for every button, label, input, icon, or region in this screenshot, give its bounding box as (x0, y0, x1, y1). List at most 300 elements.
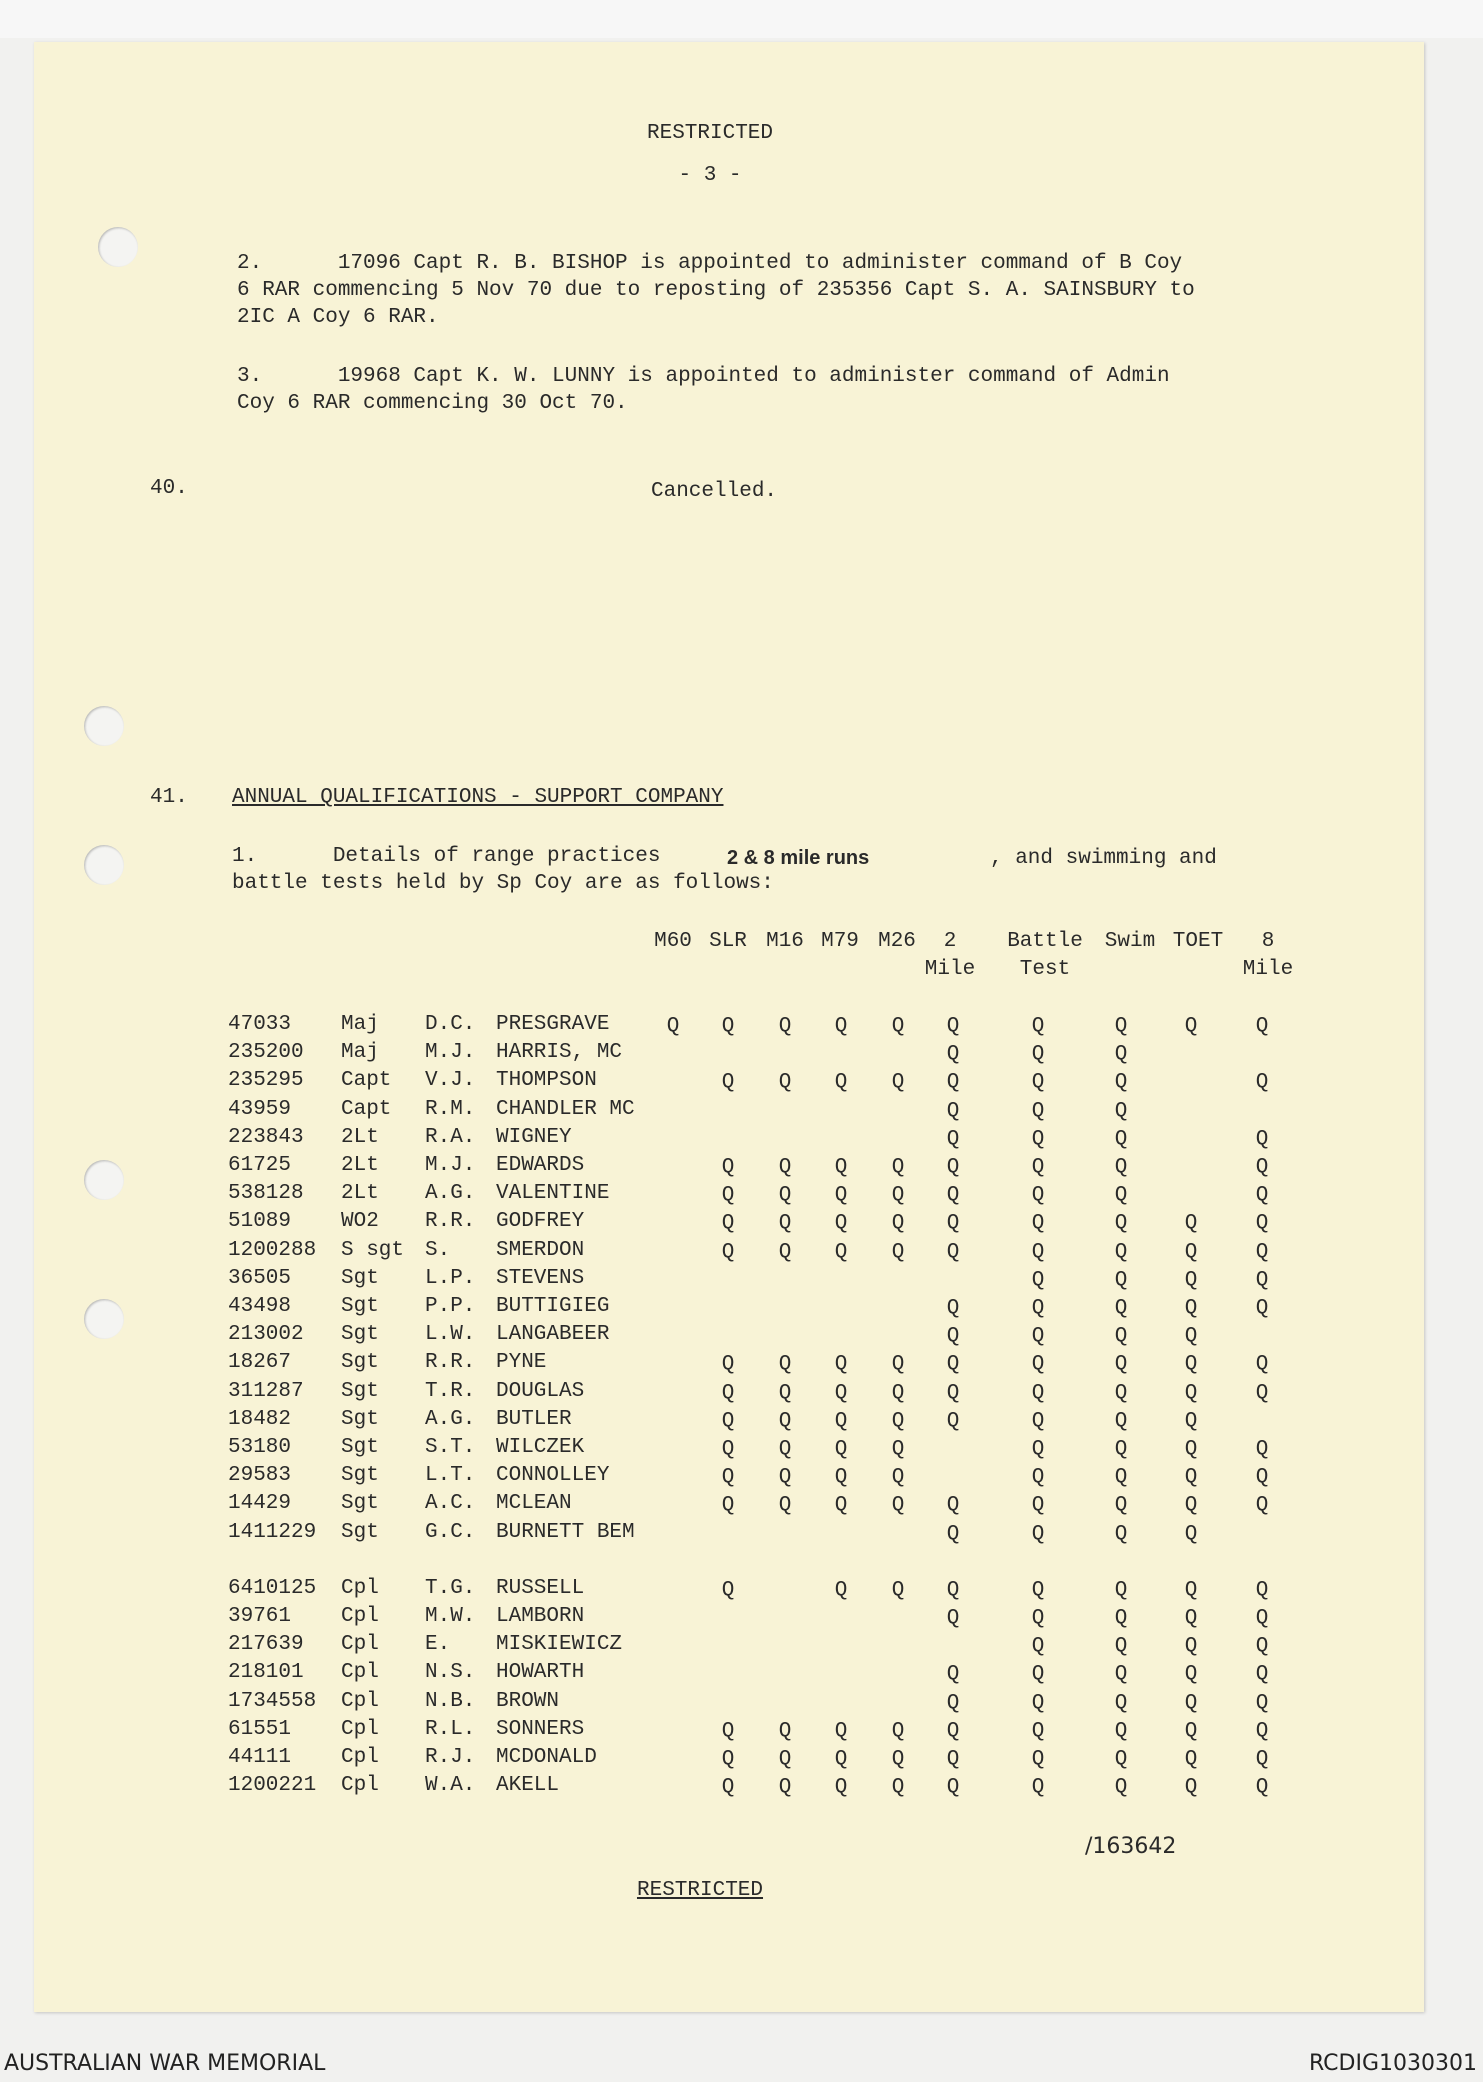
qualification-mark: Q (1184, 1240, 1198, 1264)
qualification-mark: Q (946, 1494, 960, 1518)
row-rank: Sgt (341, 1295, 379, 1318)
qualification-mark: Q (946, 1719, 960, 1743)
row-surname: BUTTIGIEG (496, 1295, 610, 1318)
qualification-mark: Q (1031, 1409, 1045, 1433)
qualification-mark: Q (891, 1438, 905, 1461)
row-rank: Capt (341, 1069, 392, 1093)
qualification-mark: Q (834, 1578, 848, 1602)
qualification-mark: Q (1114, 1522, 1128, 1546)
row-initials: D.C. (425, 1013, 476, 1036)
column-header: M79 (821, 930, 859, 953)
qualification-mark: Q (1114, 1043, 1128, 1067)
qualification-mark: Q (1184, 1776, 1198, 1800)
row-rank: Cpl (341, 1689, 379, 1713)
row-initials: A.C. (425, 1492, 476, 1516)
qualification-mark: Q (778, 1184, 792, 1208)
row-initials: S. (425, 1238, 451, 1262)
qualification-mark: Q (1114, 1127, 1128, 1151)
paragraph-3-line-1: 3. 19968 Capt K. W. LUNNY is appointed to administer command of Admin (237, 365, 1170, 388)
row-initials: M.J. (425, 1041, 476, 1065)
qualification-mark: Q (778, 1494, 792, 1518)
qualification-mark: Q (1255, 1353, 1269, 1377)
qualification-mark: Q (1255, 1127, 1269, 1151)
row-rank: Sgt (341, 1351, 379, 1375)
qualification-mark: Q (1184, 1015, 1198, 1038)
paragraph-2-line-3: 2IC A Coy 6 RAR. (237, 306, 439, 329)
qualification-mark: Q (1114, 1466, 1128, 1490)
row-service-number: 39761 (228, 1605, 292, 1628)
scan-top-strip (0, 0, 1483, 38)
row-initials: T.G. (425, 1576, 476, 1600)
row-rank: Cpl (341, 1633, 379, 1657)
qualification-mark: Q (1114, 1776, 1128, 1800)
row-surname: MCDONALD (496, 1746, 597, 1769)
punch-hole (98, 227, 138, 267)
qualification-mark: Q (946, 1156, 960, 1179)
qualification-mark: Q (834, 1438, 848, 1461)
qualification-mark: Q (1114, 1325, 1128, 1349)
qualification-mark: Q (778, 1015, 792, 1038)
qualification-mark: Q (834, 1494, 848, 1518)
row-initials: A.G. (425, 1407, 476, 1431)
qualification-mark: Q (721, 1719, 735, 1743)
row-rank: Sgt (341, 1323, 379, 1347)
qualification-mark: Q (1031, 1240, 1045, 1264)
row-initials: V.J. (425, 1069, 476, 1093)
qualification-mark: Q (946, 1043, 960, 1067)
qualification-mark: Q (1031, 1127, 1045, 1151)
qualification-mark: Q (778, 1409, 792, 1433)
row-surname: BURNETT BEM (496, 1520, 635, 1544)
qualification-mark: Q (778, 1719, 792, 1743)
qualification-mark: Q (778, 1240, 792, 1264)
row-service-number: 43959 (228, 1097, 292, 1121)
classification-header: RESTRICTED (646, 122, 774, 145)
qualification-mark: Q (891, 1381, 905, 1405)
qualification-mark: Q (834, 1409, 848, 1433)
qualification-mark: Q (1255, 1578, 1269, 1602)
row-service-number: 1200221 (228, 1774, 317, 1798)
row-surname: THOMPSON (496, 1069, 597, 1093)
qualification-mark: Q (1031, 1381, 1045, 1405)
row-rank: Capt (341, 1097, 392, 1121)
row-surname: STEVENS (496, 1266, 585, 1290)
qualification-mark: Q (1184, 1522, 1198, 1546)
qualification-mark: Q (1255, 1607, 1269, 1630)
paragraph-3-line-2: Coy 6 RAR commencing 30 Oct 70. (237, 392, 628, 415)
row-service-number: 6410125 (228, 1576, 317, 1600)
row-rank: Sgt (341, 1379, 379, 1403)
row-rank: Cpl (341, 1661, 379, 1685)
row-service-number: 235200 (228, 1041, 304, 1065)
row-service-number: 61551 (228, 1717, 292, 1741)
row-surname: LAMBORN (496, 1605, 585, 1628)
item-40-text: Cancelled. (651, 480, 778, 503)
row-initials: R.A. (425, 1125, 476, 1149)
qualification-mark: Q (1031, 1691, 1045, 1715)
qualification-mark: Q (946, 1127, 960, 1151)
qualification-mark: Q (834, 1015, 848, 1038)
qualification-mark: Q (1184, 1635, 1198, 1659)
row-initials: R.L. (425, 1717, 476, 1741)
row-initials: E. (425, 1633, 451, 1657)
qualification-mark: Q (1031, 1607, 1045, 1630)
row-surname: MCLEAN (496, 1492, 572, 1516)
qualification-mark: Q (1114, 1663, 1128, 1687)
row-rank: 2Lt (341, 1182, 379, 1206)
column-header: 2 (943, 930, 957, 953)
qualification-mark: Q (891, 1353, 905, 1377)
qualification-mark: Q (1255, 1240, 1269, 1264)
archive-credit: AUSTRALIAN WAR MEMORIAL (4, 2051, 326, 2076)
row-initials: R.M. (425, 1097, 476, 1121)
column-header-sub: Mile (924, 958, 976, 981)
qualification-mark: Q (1184, 1353, 1198, 1377)
row-initials: L.P. (425, 1266, 476, 1290)
row-surname: BROWN (496, 1689, 560, 1713)
qualification-mark: Q (891, 1156, 905, 1179)
reference-number: /163642 (1085, 1834, 1177, 1859)
qualification-mark: Q (666, 1015, 680, 1038)
row-initials: M.J. (425, 1154, 476, 1177)
qualification-mark: Q (778, 1071, 792, 1095)
qualification-mark: Q (834, 1212, 848, 1236)
qualification-mark: Q (1255, 1748, 1269, 1771)
qualification-mark: Q (721, 1353, 735, 1377)
qualification-mark: Q (778, 1438, 792, 1461)
qualification-mark: Q (946, 1297, 960, 1320)
qualification-mark: Q (1255, 1212, 1269, 1236)
row-surname: CONNOLLEY (496, 1464, 610, 1488)
qualification-mark: Q (891, 1466, 905, 1490)
qualification-mark: Q (891, 1071, 905, 1095)
qualification-mark: Q (721, 1381, 735, 1405)
qualification-mark: Q (1031, 1494, 1045, 1518)
qualification-mark: Q (1114, 1494, 1128, 1518)
row-service-number: 538128 (228, 1182, 304, 1206)
row-service-number: 18482 (228, 1407, 292, 1431)
qualification-mark: Q (1255, 1297, 1269, 1320)
column-header: M26 (878, 930, 916, 953)
qualification-mark: Q (721, 1466, 735, 1490)
qualification-mark: Q (1255, 1691, 1269, 1715)
qualification-mark: Q (946, 1325, 960, 1349)
qualification-mark: Q (891, 1015, 905, 1038)
row-rank: Cpl (341, 1576, 379, 1600)
row-surname: BUTLER (496, 1407, 572, 1431)
punch-hole (84, 1160, 124, 1200)
row-service-number: 217639 (228, 1633, 304, 1657)
qualification-mark: Q (1184, 1691, 1198, 1715)
qualification-mark: Q (778, 1212, 792, 1236)
qualification-mark: Q (721, 1748, 735, 1771)
qualification-mark: Q (1031, 1776, 1045, 1800)
qualification-mark: Q (946, 1776, 960, 1800)
qualification-mark: Q (1114, 1297, 1128, 1320)
row-initials: L.W. (425, 1323, 476, 1347)
qualification-mark: Q (946, 1099, 960, 1123)
qualification-mark: Q (1184, 1663, 1198, 1687)
qualification-mark: Q (1031, 1438, 1045, 1461)
qualification-mark: Q (946, 1578, 960, 1602)
row-service-number: 213002 (228, 1323, 304, 1347)
row-service-number: 61725 (228, 1154, 292, 1177)
row-service-number: 36505 (228, 1266, 292, 1290)
qualification-mark: Q (721, 1409, 735, 1433)
row-rank: Sgt (341, 1266, 379, 1290)
qualification-mark: Q (834, 1071, 848, 1095)
qualification-mark: Q (1184, 1438, 1198, 1461)
qualification-mark: Q (1184, 1607, 1198, 1630)
qualification-mark: Q (946, 1184, 960, 1208)
item-41-intro-line-2: battle tests held by Sp Coy are as follows: (232, 872, 774, 895)
qualification-mark: Q (721, 1438, 735, 1461)
row-rank: Cpl (341, 1746, 379, 1769)
archive-id: RCDIG1030301 (1308, 2051, 1477, 2076)
qualification-mark: Q (1184, 1381, 1198, 1405)
punch-hole (84, 1299, 124, 1339)
row-rank: Maj (341, 1013, 379, 1036)
row-rank: Sgt (341, 1464, 379, 1488)
qualification-mark: Q (1031, 1043, 1045, 1067)
qualification-mark: Q (1031, 1268, 1045, 1292)
qualification-mark: Q (778, 1381, 792, 1405)
qualification-mark: Q (1031, 1099, 1045, 1123)
row-surname: PRESGRAVE (496, 1013, 610, 1036)
qualification-mark: Q (721, 1212, 735, 1236)
qualification-mark: Q (1114, 1438, 1128, 1461)
row-surname: SMERDON (496, 1238, 585, 1262)
qualification-mark: Q (946, 1409, 960, 1433)
item-41-number: 41. (150, 786, 188, 809)
qualification-mark: Q (1031, 1635, 1045, 1659)
row-surname: SONNERS (496, 1717, 585, 1741)
row-service-number: 218101 (228, 1661, 304, 1685)
column-header: 8 (1261, 930, 1275, 953)
qualification-mark: Q (1031, 1156, 1045, 1179)
qualification-mark: Q (834, 1719, 848, 1743)
qualification-mark: Q (1184, 1466, 1198, 1490)
qualification-mark: Q (1184, 1212, 1198, 1236)
qualification-mark: Q (778, 1776, 792, 1800)
qualification-mark: Q (1031, 1184, 1045, 1208)
qualification-mark: Q (1255, 1156, 1269, 1179)
row-surname: LANGABEER (496, 1323, 610, 1347)
qualification-mark: Q (1031, 1663, 1045, 1687)
qualification-mark: Q (721, 1184, 735, 1208)
qualification-mark: Q (946, 1691, 960, 1715)
qualification-mark: Q (1184, 1409, 1198, 1433)
row-surname: MISKIEWICZ (496, 1633, 623, 1657)
qualification-mark: Q (1255, 1494, 1269, 1518)
qualification-mark: Q (891, 1240, 905, 1264)
row-surname: DOUGLAS (496, 1379, 585, 1403)
qualification-mark: Q (1114, 1015, 1128, 1038)
qualification-mark: Q (891, 1212, 905, 1236)
row-initials: G.C. (425, 1520, 476, 1544)
qualification-mark: Q (721, 1156, 735, 1179)
row-rank: Sgt (341, 1407, 379, 1431)
punch-hole (84, 706, 124, 746)
qualification-mark: Q (946, 1353, 960, 1377)
column-header: SLR (709, 930, 747, 953)
qualification-mark: Q (946, 1663, 960, 1687)
item-41-intro-insert: 2 & 8 mile runs (727, 847, 870, 869)
qualification-mark: Q (721, 1494, 735, 1518)
qualification-mark: Q (1031, 1522, 1045, 1546)
row-surname: WILCZEK (496, 1436, 585, 1459)
qualification-mark: Q (721, 1578, 735, 1602)
qualification-mark: Q (1255, 1184, 1269, 1208)
row-service-number: 47033 (228, 1013, 292, 1036)
qualification-mark: Q (891, 1409, 905, 1433)
row-surname: HOWARTH (496, 1661, 585, 1685)
qualification-mark: Q (1114, 1409, 1128, 1433)
row-rank: S sgt (341, 1238, 405, 1262)
qualification-mark: Q (946, 1240, 960, 1264)
qualification-mark: Q (1031, 1719, 1045, 1743)
column-header: Battle (1007, 930, 1083, 953)
qualification-mark: Q (1114, 1156, 1128, 1179)
row-service-number: 43498 (228, 1295, 292, 1318)
row-initials: N.B. (425, 1689, 476, 1713)
qualification-mark: Q (1255, 1268, 1269, 1292)
qualification-mark: Q (946, 1522, 960, 1546)
qualification-mark: Q (1114, 1578, 1128, 1602)
qualification-mark: Q (1255, 1381, 1269, 1405)
qualification-mark: Q (946, 1015, 960, 1038)
item-40-number: 40. (150, 477, 188, 500)
qualification-mark: Q (721, 1240, 735, 1264)
row-rank: WO2 (341, 1210, 379, 1234)
classification-footer: RESTRICTED (636, 1879, 764, 1902)
row-initials: N.S. (425, 1661, 476, 1685)
qualification-mark: Q (1031, 1578, 1045, 1602)
qualification-mark: Q (1184, 1297, 1198, 1320)
item-41-heading: ANNUAL QUALIFICATIONS - SUPPORT COMPANY (232, 786, 724, 809)
row-initials: R.R. (425, 1210, 476, 1234)
qualification-mark: Q (1184, 1268, 1198, 1292)
row-rank: 2Lt (341, 1125, 379, 1149)
qualification-mark: Q (891, 1776, 905, 1800)
row-service-number: 51089 (228, 1210, 292, 1234)
qualification-mark: Q (1255, 1071, 1269, 1095)
row-rank: Maj (341, 1041, 379, 1065)
row-surname: PYNE (496, 1351, 547, 1375)
qualification-mark: Q (834, 1776, 848, 1800)
row-service-number: 53180 (228, 1436, 292, 1459)
paragraph-2-line-2: 6 RAR commencing 5 Nov 70 due to reposting of 235356 Capt S. A. SAINSBURY to (237, 279, 1195, 302)
page-number: - 3 - (678, 164, 742, 187)
row-initials: W.A. (425, 1774, 476, 1798)
qualification-mark: Q (1184, 1719, 1198, 1743)
qualification-mark: Q (1031, 1325, 1045, 1349)
qualification-mark: Q (1255, 1015, 1269, 1038)
row-rank: Sgt (341, 1492, 379, 1516)
row-surname: AKELL (496, 1774, 560, 1798)
row-surname: CHANDLER MC (496, 1097, 635, 1121)
qualification-mark: Q (834, 1156, 848, 1179)
column-header: M60 (654, 930, 692, 953)
qualification-mark: Q (778, 1156, 792, 1179)
row-surname: EDWARDS (496, 1154, 585, 1177)
row-surname: HARRIS, MC (496, 1041, 623, 1065)
qualification-mark: Q (834, 1381, 848, 1405)
paragraph-2-line-1: 2. 17096 Capt R. B. BISHOP is appointed to administer command of B Coy (237, 252, 1183, 275)
row-initials: P.P. (425, 1295, 476, 1318)
qualification-mark: Q (946, 1381, 960, 1405)
qualification-mark: Q (778, 1466, 792, 1490)
row-service-number: 44111 (228, 1746, 292, 1769)
qualification-mark: Q (1114, 1635, 1128, 1659)
qualification-mark: Q (721, 1776, 735, 1800)
qualification-mark: Q (1114, 1099, 1128, 1123)
qualification-mark: Q (1114, 1748, 1128, 1771)
qualification-mark: Q (834, 1353, 848, 1377)
item-41-intro-end: , and swimming and (990, 847, 1217, 870)
row-initials: T.R. (425, 1379, 476, 1403)
row-service-number: 29583 (228, 1464, 292, 1488)
qualification-mark: Q (1255, 1438, 1269, 1461)
row-initials: M.W. (425, 1605, 476, 1628)
column-header-sub: Test (1019, 958, 1071, 981)
row-service-number: 14429 (228, 1492, 292, 1516)
row-initials: L.T. (425, 1464, 476, 1488)
column-header-sub: Mile (1242, 958, 1294, 981)
qualification-mark: Q (721, 1015, 735, 1038)
qualification-mark: Q (1114, 1212, 1128, 1236)
qualification-mark: Q (1114, 1268, 1128, 1292)
qualification-mark: Q (891, 1494, 905, 1518)
punch-hole (84, 845, 124, 885)
row-rank: 2Lt (341, 1154, 379, 1177)
row-rank: Cpl (341, 1774, 379, 1798)
qualification-mark: Q (891, 1748, 905, 1771)
row-service-number: 1200288 (228, 1238, 317, 1262)
qualification-mark: Q (1031, 1071, 1045, 1095)
row-service-number: 223843 (228, 1125, 304, 1149)
qualification-mark: Q (778, 1353, 792, 1377)
row-service-number: 1411229 (228, 1520, 317, 1544)
qualification-mark: Q (1031, 1212, 1045, 1236)
qualification-mark: Q (1031, 1353, 1045, 1377)
row-rank: Sgt (341, 1436, 379, 1459)
qualification-mark: Q (1255, 1663, 1269, 1687)
qualification-mark: Q (834, 1240, 848, 1264)
qualification-mark: Q (834, 1748, 848, 1771)
row-initials: S.T. (425, 1436, 476, 1459)
qualification-mark: Q (834, 1184, 848, 1208)
row-rank: Cpl (341, 1605, 379, 1628)
qualification-mark: Q (1114, 1184, 1128, 1208)
qualification-mark: Q (1114, 1353, 1128, 1377)
row-initials: A.G. (425, 1182, 476, 1206)
qualification-mark: Q (891, 1719, 905, 1743)
qualification-mark: Q (721, 1071, 735, 1095)
qualification-mark: Q (1184, 1578, 1198, 1602)
qualification-mark: Q (946, 1607, 960, 1630)
row-surname: GODFREY (496, 1210, 585, 1234)
qualification-mark: Q (1031, 1748, 1045, 1771)
qualification-mark: Q (1255, 1719, 1269, 1743)
row-rank: Cpl (341, 1717, 379, 1741)
row-service-number: 18267 (228, 1351, 292, 1375)
row-surname: VALENTINE (496, 1182, 610, 1206)
column-header: TOET (1172, 930, 1224, 953)
row-surname: WIGNEY (496, 1125, 572, 1149)
qualification-mark: Q (1031, 1015, 1045, 1038)
qualification-mark: Q (1114, 1071, 1128, 1095)
